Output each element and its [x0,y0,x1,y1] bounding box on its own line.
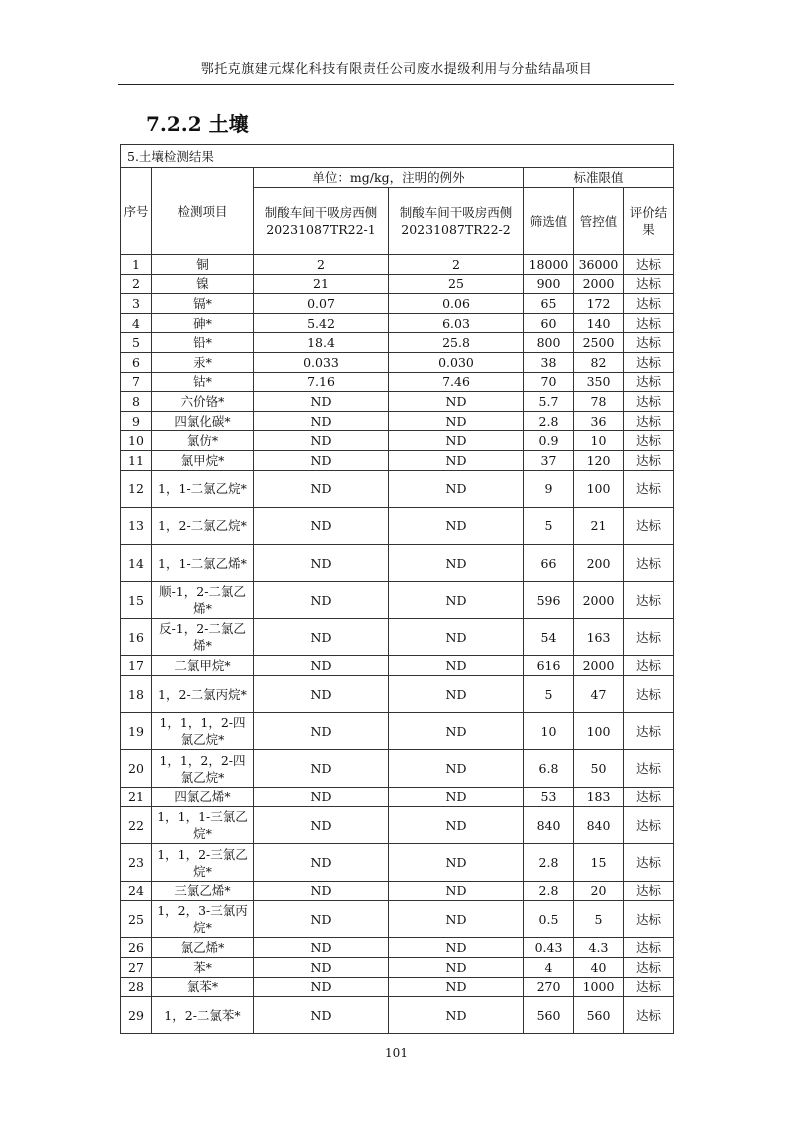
row-sample-1: 7.16 [254,372,389,392]
table-row [121,544,674,581]
row-sample-1: ND [254,997,389,1034]
table-row [121,901,674,938]
row-sample-1: ND [254,676,389,713]
row-item: 1，1，1，2-四氯乙烷* [152,713,254,750]
row-sample-1: ND [254,787,389,807]
row-seq: 22 [121,807,152,844]
row-control-value: 172 [574,294,624,314]
row-item: 反-1，2-二氯乙烯* [152,619,254,656]
sample-2-code: 20231087TR22-2 [401,222,511,237]
row-seq: 23 [121,844,152,881]
sample-1-code: 20231087TR22-1 [266,222,376,237]
row-control-value: 21 [574,507,624,544]
row-item: 苯* [152,957,254,977]
row-sample-2: 2 [389,255,524,275]
row-screening-value: 596 [524,582,574,619]
row-sample-1: ND [254,582,389,619]
row-control-value: 36 [574,411,624,431]
row-evaluation: 达标 [624,450,674,470]
row-screening-value: 66 [524,544,574,581]
row-seq: 10 [121,431,152,451]
row-item: 氯乙烯* [152,938,254,958]
row-item: 二氯甲烷* [152,656,254,676]
row-sample-1: ND [254,957,389,977]
row-item: 顺-1，2-二氯乙烯* [152,582,254,619]
row-evaluation: 达标 [624,582,674,619]
table-row [121,787,674,807]
row-evaluation: 达标 [624,676,674,713]
row-sample-1: 2 [254,255,389,275]
section-heading: 7.2.2 土壤 [146,112,249,136]
row-sample-1: ND [254,901,389,938]
row-seq: 3 [121,294,152,314]
row-sample-2: ND [389,450,524,470]
table-row [121,997,674,1034]
row-seq: 28 [121,977,152,997]
row-sample-2: ND [389,787,524,807]
row-sample-1: ND [254,656,389,676]
row-screening-value: 65 [524,294,574,314]
row-sample-2: 0.06 [389,294,524,314]
row-seq: 11 [121,450,152,470]
row-item: 氯甲烷* [152,450,254,470]
row-seq: 14 [121,544,152,581]
row-item: 六价铬* [152,392,254,412]
row-control-value: 100 [574,470,624,507]
row-control-value: 1000 [574,977,624,997]
row-control-value: 2000 [574,656,624,676]
row-seq: 29 [121,997,152,1034]
row-item: 氯苯* [152,977,254,997]
row-control-value: 36000 [574,255,624,275]
row-sample-1: ND [254,977,389,997]
row-sample-1: ND [254,507,389,544]
row-screening-value: 6.8 [524,750,574,787]
table-row [121,881,674,901]
row-item: 砷* [152,313,254,333]
row-sample-1: ND [254,470,389,507]
row-screening-value: 0.5 [524,901,574,938]
row-control-value: 10 [574,431,624,451]
row-evaluation: 达标 [624,431,674,451]
row-sample-1: ND [254,544,389,581]
row-item: 四氯化碳* [152,411,254,431]
standard-limit-header: 标准限值 [524,168,674,188]
row-seq: 20 [121,750,152,787]
row-sample-2: 6.03 [389,313,524,333]
row-sample-1: 5.42 [254,313,389,333]
row-evaluation: 达标 [624,392,674,412]
row-seq: 26 [121,938,152,958]
row-seq: 25 [121,901,152,938]
row-screening-value: 10 [524,713,574,750]
row-seq: 16 [121,619,152,656]
unit-header: 单位：mg/kg，注明的例外 [254,168,524,188]
row-control-value: 50 [574,750,624,787]
table-row [121,274,674,294]
row-seq: 6 [121,352,152,372]
row-sample-1: ND [254,844,389,881]
row-sample-2: ND [389,392,524,412]
row-sample-2: ND [389,750,524,787]
row-evaluation: 达标 [624,997,674,1034]
row-screening-value: 53 [524,787,574,807]
row-screening-value: 9 [524,470,574,507]
row-sample-1: ND [254,431,389,451]
row-item: 氯仿* [152,431,254,451]
row-sample-2: ND [389,470,524,507]
row-evaluation: 达标 [624,938,674,958]
row-sample-2: ND [389,619,524,656]
table-row [121,372,674,392]
row-sample-2: ND [389,977,524,997]
row-sample-1: ND [254,619,389,656]
row-control-value: 4.3 [574,938,624,958]
row-control-value: 120 [574,450,624,470]
row-control-value: 183 [574,787,624,807]
page-number: 101 [385,1046,408,1060]
row-seq: 27 [121,957,152,977]
table-row [121,957,674,977]
row-seq: 24 [121,881,152,901]
row-sample-2: ND [389,997,524,1034]
row-control-value: 2500 [574,333,624,353]
row-seq: 12 [121,470,152,507]
table-row [121,294,674,314]
row-screening-value: 0.43 [524,938,574,958]
row-screening-value: 800 [524,333,574,353]
row-seq: 2 [121,274,152,294]
row-sample-1: ND [254,713,389,750]
table-row [121,844,674,881]
row-sample-2: ND [389,431,524,451]
row-evaluation: 达标 [624,957,674,977]
row-screening-value: 5 [524,676,574,713]
row-item: 1，1，2-三氯乙烷* [152,844,254,881]
row-item: 钴* [152,372,254,392]
row-screening-value: 5 [524,507,574,544]
row-screening-value: 270 [524,977,574,997]
row-evaluation: 达标 [624,787,674,807]
row-seq: 21 [121,787,152,807]
row-evaluation: 达标 [624,656,674,676]
row-sample-1: 0.033 [254,352,389,372]
row-item: 三氯乙烯* [152,881,254,901]
row-sample-1: ND [254,392,389,412]
row-screening-value: 5.7 [524,392,574,412]
row-control-value: 200 [574,544,624,581]
row-sample-2: 25 [389,274,524,294]
row-sample-2: ND [389,411,524,431]
row-seq: 9 [121,411,152,431]
row-sample-1: ND [254,450,389,470]
row-evaluation: 达标 [624,294,674,314]
row-seq: 7 [121,372,152,392]
sample-2-location: 制酸车间干吸房西侧 [399,205,513,220]
row-sample-2: ND [389,881,524,901]
row-item: 镉* [152,294,254,314]
page-header-title: 鄂托克旗建元煤化科技有限责任公司废水提级利用与分盐结晶项目 [200,62,593,77]
row-control-value: 5 [574,901,624,938]
row-seq: 18 [121,676,152,713]
row-screening-value: 54 [524,619,574,656]
row-screening-value: 70 [524,372,574,392]
row-control-value: 82 [574,352,624,372]
row-seq: 13 [121,507,152,544]
table-row [121,619,674,656]
row-sample-2: ND [389,957,524,977]
table-row [121,977,674,997]
column-header-screening-value: 筛选值 [524,188,574,255]
row-sample-2: ND [389,807,524,844]
row-item: 铜 [152,255,254,275]
row-item: 1，1，2，2-四氯乙烷* [152,750,254,787]
table-row [121,392,674,412]
soil-results-table [120,144,674,1034]
row-screening-value: 38 [524,352,574,372]
row-sample-1: ND [254,938,389,958]
row-item: 铅* [152,333,254,353]
row-sample-2: ND [389,582,524,619]
row-evaluation: 达标 [624,807,674,844]
row-sample-1: 21 [254,274,389,294]
row-evaluation: 达标 [624,255,674,275]
row-evaluation: 达标 [624,844,674,881]
row-sample-2: ND [389,507,524,544]
row-screening-value: 4 [524,957,574,977]
row-sample-2: ND [389,901,524,938]
row-control-value: 40 [574,957,624,977]
row-evaluation: 达标 [624,470,674,507]
row-item: 汞* [152,352,254,372]
table-caption: 5.土壤检测结果 [121,145,674,168]
table-row [121,507,674,544]
row-evaluation: 达标 [624,619,674,656]
row-screening-value: 60 [524,313,574,333]
row-evaluation: 达标 [624,544,674,581]
row-sample-1: ND [254,750,389,787]
row-control-value: 163 [574,619,624,656]
soil-results-table-wrapper [120,144,673,1034]
row-evaluation: 达标 [624,901,674,938]
row-control-value: 15 [574,844,624,881]
column-header-evaluation: 评价结果 [624,188,674,255]
row-evaluation: 达标 [624,274,674,294]
sample-1-location: 制酸车间干吸房西侧 [264,205,378,220]
row-seq: 5 [121,333,152,353]
column-header-control-value: 管控值 [574,188,624,255]
row-evaluation: 达标 [624,411,674,431]
row-evaluation: 达标 [624,372,674,392]
row-screening-value: 560 [524,997,574,1034]
row-evaluation: 达标 [624,313,674,333]
row-evaluation: 达标 [624,713,674,750]
table-row [121,470,674,507]
row-sample-2: ND [389,713,524,750]
row-control-value: 140 [574,313,624,333]
table-row [121,431,674,451]
row-evaluation: 达标 [624,333,674,353]
column-header-sample-1 [254,188,389,255]
row-item: 1，1-二氯乙烷* [152,470,254,507]
row-control-value: 840 [574,807,624,844]
table-row [121,676,674,713]
row-control-value: 78 [574,392,624,412]
row-evaluation: 达标 [624,977,674,997]
row-evaluation: 达标 [624,352,674,372]
row-sample-1: ND [254,807,389,844]
row-control-value: 2000 [574,274,624,294]
table-row [121,411,674,431]
row-screening-value: 2.8 [524,881,574,901]
row-screening-value: 18000 [524,255,574,275]
table-row [121,713,674,750]
row-sample-2: ND [389,544,524,581]
table-row [121,938,674,958]
row-control-value: 100 [574,713,624,750]
row-control-value: 47 [574,676,624,713]
column-header-seq: 序号 [121,168,152,255]
row-item: 镍 [152,274,254,294]
table-row [121,352,674,372]
table-row [121,656,674,676]
row-item: 四氯乙烯* [152,787,254,807]
row-control-value: 350 [574,372,624,392]
row-evaluation: 达标 [624,881,674,901]
column-header-item: 检测项目 [152,168,254,255]
table-row [121,807,674,844]
row-screening-value: 840 [524,807,574,844]
row-screening-value: 616 [524,656,574,676]
row-screening-value: 37 [524,450,574,470]
row-sample-2: 25.8 [389,333,524,353]
row-sample-1: 0.07 [254,294,389,314]
row-sample-1: ND [254,881,389,901]
row-item: 1，2-二氯苯* [152,997,254,1034]
row-screening-value: 0.9 [524,431,574,451]
table-row [121,582,674,619]
row-item: 1，2，3-三氯丙烷* [152,901,254,938]
row-sample-2: ND [389,844,524,881]
row-sample-2: ND [389,656,524,676]
column-header-sample-2 [389,188,524,255]
row-sample-2: ND [389,938,524,958]
row-screening-value: 900 [524,274,574,294]
row-control-value: 2000 [574,582,624,619]
row-evaluation: 达标 [624,507,674,544]
row-sample-2: 0.030 [389,352,524,372]
table-row [121,313,674,333]
row-item: 1，2-二氯丙烷* [152,676,254,713]
row-control-value: 20 [574,881,624,901]
row-item: 1，1，1-三氯乙烷* [152,807,254,844]
row-evaluation: 达标 [624,750,674,787]
table-row [121,255,674,275]
row-seq: 1 [121,255,152,275]
header-divider [118,84,674,85]
row-seq: 15 [121,582,152,619]
row-sample-1: 18.4 [254,333,389,353]
row-control-value: 560 [574,997,624,1034]
row-sample-1: ND [254,411,389,431]
row-screening-value: 2.8 [524,411,574,431]
row-seq: 19 [121,713,152,750]
table-row [121,333,674,353]
table-row [121,750,674,787]
row-seq: 4 [121,313,152,333]
row-sample-2: ND [389,676,524,713]
row-screening-value: 2.8 [524,844,574,881]
row-sample-2: 7.46 [389,372,524,392]
row-seq: 17 [121,656,152,676]
table-row [121,450,674,470]
row-item: 1，2-二氯乙烷* [152,507,254,544]
row-item: 1，1-二氯乙烯* [152,544,254,581]
row-seq: 8 [121,392,152,412]
